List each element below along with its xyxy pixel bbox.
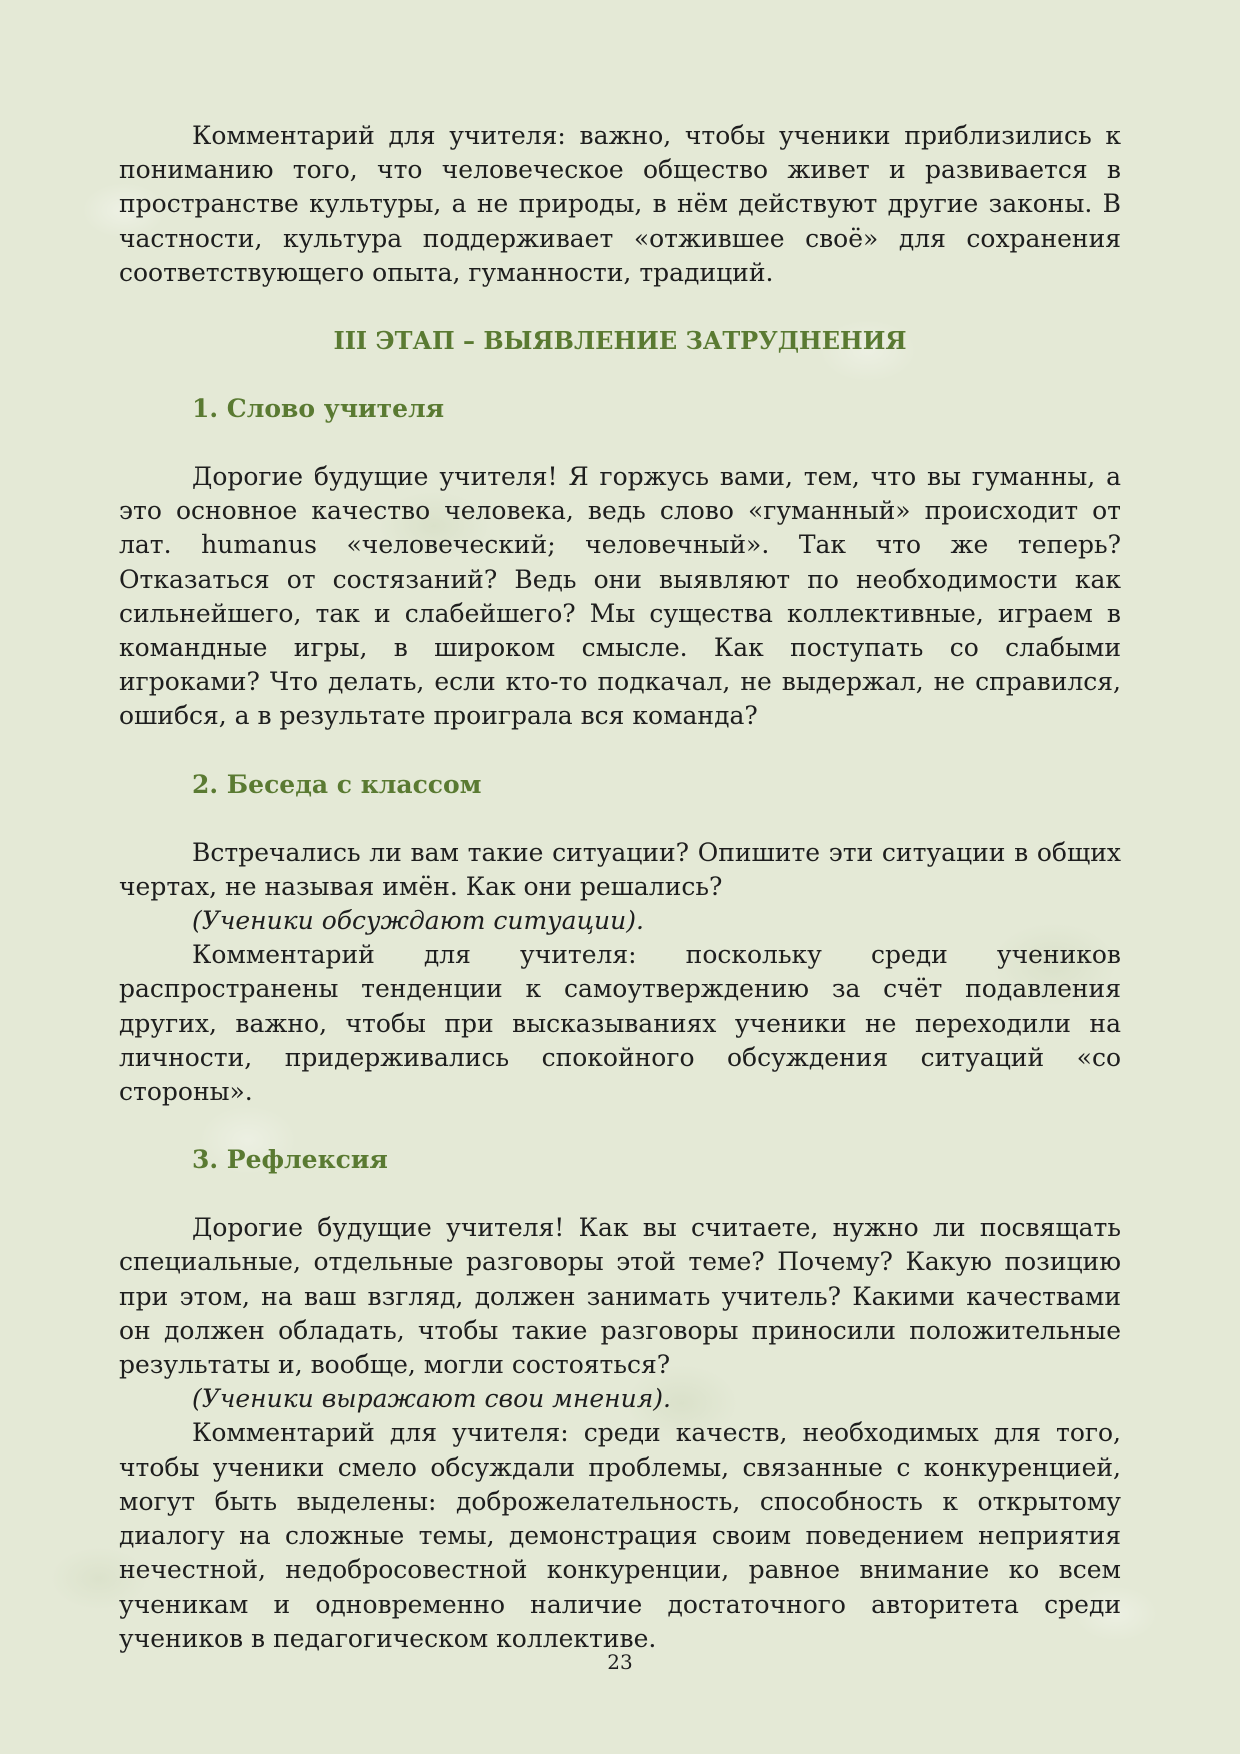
section-heading-teacher-word: 1. Слово учителя — [192, 394, 445, 424]
stage-heading: III ЭТАП – ВЫЯВЛЕНИЕ ЗАТРУДНЕНИЯ — [333, 326, 907, 356]
teacher-comment-paragraph: Комментарий для учителя: важно, чтобы ученики приблизились к пониманию того, что человеческое общество живет и развивается в пространстве культуры, а не природы, в нём действуют другие законы. В частности, культура поддерживает «отжившее своё» для сохранения соответствующего опыта, гуманности, традиций. — [119, 121, 1121, 287]
section-heading-reflection: 3. Рефлексия — [192, 1145, 388, 1175]
reflection-paragraph: Дорогие будущие учителя! Как вы считаете, нужно ли посвящать специальные, отдельные разговоры этой теме? Почему? Какую позицию при этом, на ваш взгляд, должен занимать учитель? Какими качествами он должен обладать, чтобы такие разговоры приносили положительные результаты и, вообще, могли состояться? — [119, 1213, 1121, 1380]
page-content — [119, 119, 1121, 1656]
students-express-note: (Ученики выражают свои мнения). — [192, 1384, 671, 1414]
teacher-word-paragraph: Дорогие будущие учителя! Я горжусь вами, тем, что вы гуманны, а это основное качество человека, ведь слово «гуманный» происходит от лат. humanus «человеческий; человечный». Так что же теперь? Отказаться от состязаний? Ведь они выявляют по необходимости как сильнейшего, так и слабейшего? Мы существа коллективные, играем в командные игры, в широком смысле. Как поступать со слабыми игроками? Что делать, если кто-то подкачал, не выдержал, не справился, ошибся, а в результате проиграла вся команда? — [119, 462, 1121, 731]
students-discuss-note: (Ученики обсуждают ситуации). — [192, 906, 644, 936]
section-heading-class-talk: 2. Беседа с классом — [192, 769, 482, 799]
page-number: 23 — [607, 1650, 633, 1674]
reflection-comment-paragraph: Комментарий для учителя: среди качеств, необходимых для того, чтобы ученики смело обсуждали проблемы, связанные с конкуренцией, могут быть выделены: доброжелательность, способность к открытому диалогу на сложные темы, демонстрация своим поведением неприятия нечестной, недобросовестной конкуренции, равное внимание ко всем ученикам и одновременно наличие достаточного авторитета среди учеников в педагогическом коллективе. — [119, 1418, 1121, 1653]
class-talk-comment-paragraph: Комментарий для учителя: поскольку среди учеников распространены тенденции к самоутверждению за счёт подавления других, важно, чтобы при высказываниях ученики не переходили на личности, придерживались спокойного обсуждения ситуаций «со стороны». — [119, 940, 1121, 1107]
class-talk-paragraph: Встречались ли вам такие ситуации? Опишите эти ситуации в общих чертах, не называя имён. Как они решались? — [119, 837, 1121, 901]
